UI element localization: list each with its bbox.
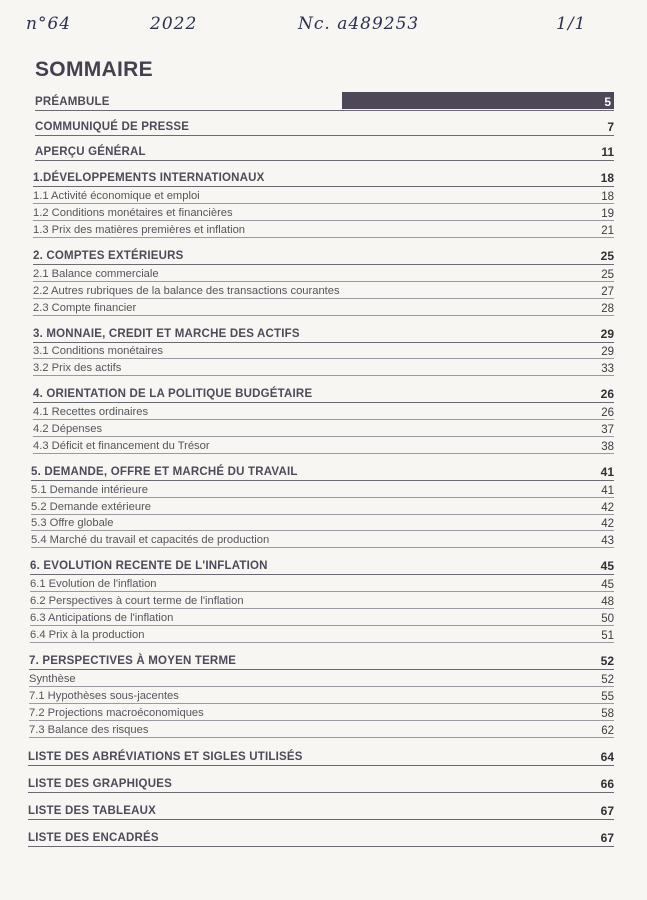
toc-page: 19 xyxy=(601,208,614,220)
toc-section-preambule[interactable] xyxy=(35,92,614,111)
toc-label: LISTE DES ABRÉVIATIONS ET SIGLES UTILISÉS xyxy=(28,751,303,763)
toc-page: 41 xyxy=(600,465,614,479)
toc-label: 5.2 Demande extérieure xyxy=(31,501,152,513)
toc-page: 27 xyxy=(601,286,614,298)
toc-label: LISTE DES TABLEAUX xyxy=(28,805,156,817)
toc-subsection-7-synthese[interactable] xyxy=(29,670,614,687)
toc-subsection-4-2[interactable] xyxy=(33,420,614,437)
toc-page: 48 xyxy=(601,596,614,608)
toc-subsection-6-4[interactable] xyxy=(30,626,614,643)
toc-section-tableaux[interactable] xyxy=(28,801,614,820)
toc-label: 1.1 Activité économique et emploi xyxy=(33,190,200,202)
handwritten-year: 2022 xyxy=(150,14,198,34)
toc-label: 6.2 Perspectives à court terme de l'inflation xyxy=(30,595,244,607)
toc-page: 11 xyxy=(601,145,614,159)
toc-subsection-5-2[interactable] xyxy=(31,498,614,515)
toc-page: 18 xyxy=(601,191,614,203)
toc-page: 64 xyxy=(600,750,614,764)
toc-label: COMMUNIQUÉ DE PRESSE xyxy=(35,121,190,133)
toc-subsection-3-1[interactable] xyxy=(33,342,614,359)
toc-page: 41 xyxy=(601,485,614,497)
toc-page: 25 xyxy=(601,269,614,281)
handwritten-page-count: 1/1 xyxy=(556,14,587,34)
toc-section-6[interactable] xyxy=(30,556,614,575)
handwritten-code: Nc. a489253 xyxy=(298,14,420,34)
toc-subsection-5-1[interactable] xyxy=(31,481,614,498)
toc-section-4[interactable] xyxy=(33,384,614,403)
toc-label: 1.DÉVELOPPEMENTS INTERNATIONAUX xyxy=(33,172,265,184)
toc-page: 26 xyxy=(601,407,614,419)
toc-label: 5.3 Offre globale xyxy=(31,517,114,529)
toc-label: Synthèse xyxy=(29,673,76,685)
toc-subsection-7-1[interactable] xyxy=(29,687,614,704)
toc-label: 4.3 Déficit et financement du Trésor xyxy=(33,440,210,452)
toc-label: 7. PERSPECTIVES À MOYEN TERME xyxy=(29,655,237,667)
toc-section-abreviations[interactable] xyxy=(28,747,614,766)
toc-label: 4.1 Recettes ordinaires xyxy=(33,406,149,418)
toc-section-communique[interactable] xyxy=(35,117,614,136)
toc-subsection-1-2[interactable] xyxy=(33,204,614,221)
toc-page: 43 xyxy=(601,535,614,547)
toc-page: 37 xyxy=(601,424,614,436)
toc-page: 42 xyxy=(601,502,614,514)
toc-page: 25 xyxy=(600,249,614,263)
toc-page: 66 xyxy=(600,777,614,791)
toc-label: 5.1 Demande intérieure xyxy=(31,484,148,496)
toc-page: 58 xyxy=(601,708,614,720)
toc-page: 45 xyxy=(601,579,614,591)
toc-label: 7.3 Balance des risques xyxy=(29,724,149,736)
toc-page: 52 xyxy=(600,654,614,668)
toc-page: 50 xyxy=(601,613,614,625)
toc-page: 67 xyxy=(600,831,614,845)
toc-page: 51 xyxy=(601,630,614,642)
toc-page: 67 xyxy=(600,804,614,818)
toc-page: 52 xyxy=(601,674,614,686)
toc-label: 6.1 Evolution de l'inflation xyxy=(30,578,157,590)
toc-label: LISTE DES ENCADRÉS xyxy=(28,832,159,844)
toc-label: 3.2 Prix des actifs xyxy=(33,362,122,374)
toc-page: 7 xyxy=(607,120,614,134)
toc-page: 29 xyxy=(601,346,614,358)
toc-label: 7.2 Projections macroéconomiques xyxy=(29,707,204,719)
toc-label: APERÇU GÉNÉRAL xyxy=(35,146,146,158)
toc-label: 6.4 Prix à la production xyxy=(30,629,145,641)
toc-page: 38 xyxy=(601,441,614,453)
toc-subsection-4-3[interactable] xyxy=(33,437,614,454)
toc-subsection-3-2[interactable] xyxy=(33,359,614,376)
toc-subsection-1-3[interactable] xyxy=(33,221,614,238)
toc-label: 4. ORIENTATION DE LA POLITIQUE BUDGÉTAIRE xyxy=(33,388,313,400)
handwritten-reference-number: n°64 xyxy=(26,14,72,34)
toc-page: 28 xyxy=(601,303,614,315)
toc-label: 6.3 Anticipations de l'inflation xyxy=(30,612,174,624)
toc-label: 6. EVOLUTION RECENTE DE L'INFLATION xyxy=(30,560,268,572)
toc-label: 3. MONNAIE, CREDIT ET MARCHE DES ACTIFS xyxy=(33,328,300,340)
toc-subsection-1-1[interactable] xyxy=(33,187,614,204)
toc-label: 1.3 Prix des matières premières et inflation xyxy=(33,224,246,236)
toc-page: 26 xyxy=(600,387,614,401)
toc-subsection-7-2[interactable] xyxy=(29,704,614,721)
toc-label: 7.1 Hypothèses sous-jacentes xyxy=(29,690,179,702)
toc-subsection-6-1[interactable] xyxy=(30,575,614,592)
toc-label: 5. DEMANDE, OFFRE ET MARCHÉ DU TRAVAIL xyxy=(31,466,298,478)
toc-section-3[interactable] xyxy=(33,324,614,343)
toc-label: 2.3 Compte financier xyxy=(33,302,137,314)
toc-subsection-4-1[interactable] xyxy=(33,403,614,420)
toc-subsection-6-3[interactable] xyxy=(30,609,614,626)
toc-section-apercu[interactable] xyxy=(35,142,614,161)
toc-subsection-2-1[interactable] xyxy=(33,265,614,282)
toc-page: 45 xyxy=(600,559,614,573)
toc-label: PRÉAMBULE xyxy=(35,96,110,108)
highlight-bar xyxy=(342,92,614,109)
toc-label: 3.1 Conditions monétaires xyxy=(33,345,163,357)
toc-section-5[interactable] xyxy=(31,462,614,481)
toc-page: 55 xyxy=(601,691,614,703)
toc-label: 2. COMPTES EXTÉRIEURS xyxy=(33,250,184,262)
toc-page: 33 xyxy=(601,363,614,375)
toc-page: 29 xyxy=(600,327,614,341)
toc-subsection-5-3[interactable] xyxy=(31,514,614,531)
toc-page: 42 xyxy=(601,518,614,530)
toc-page: 18 xyxy=(600,171,614,185)
toc-subsection-7-3[interactable] xyxy=(29,721,614,738)
toc-subsection-2-3[interactable] xyxy=(33,299,614,316)
toc-page: 62 xyxy=(601,725,614,737)
toc-label: 1.2 Conditions monétaires et financières xyxy=(33,207,233,219)
toc-label: 5.4 Marché du travail et capacités de production xyxy=(31,534,270,546)
toc-subsection-2-2[interactable] xyxy=(33,282,614,299)
toc-page: 5 xyxy=(604,95,611,109)
toc-label: 2.2 Autres rubriques de la balance des transactions courantes xyxy=(33,285,340,297)
toc-label: 4.2 Dépenses xyxy=(33,423,103,435)
toc-page: 21 xyxy=(601,225,614,237)
toc-label: 2.1 Balance commerciale xyxy=(33,268,159,280)
toc-subsection-5-4[interactable] xyxy=(31,531,614,548)
toc-label: LISTE DES GRAPHIQUES xyxy=(28,778,172,790)
toc-section-7[interactable] xyxy=(29,651,614,670)
page-title: SOMMAIRE xyxy=(35,58,153,81)
toc-section-encadres[interactable] xyxy=(28,828,614,847)
toc-subsection-6-2[interactable] xyxy=(30,592,614,609)
toc-section-graphiques[interactable] xyxy=(28,774,614,793)
toc-section-2[interactable] xyxy=(33,246,614,265)
toc-section-1[interactable] xyxy=(33,168,614,187)
